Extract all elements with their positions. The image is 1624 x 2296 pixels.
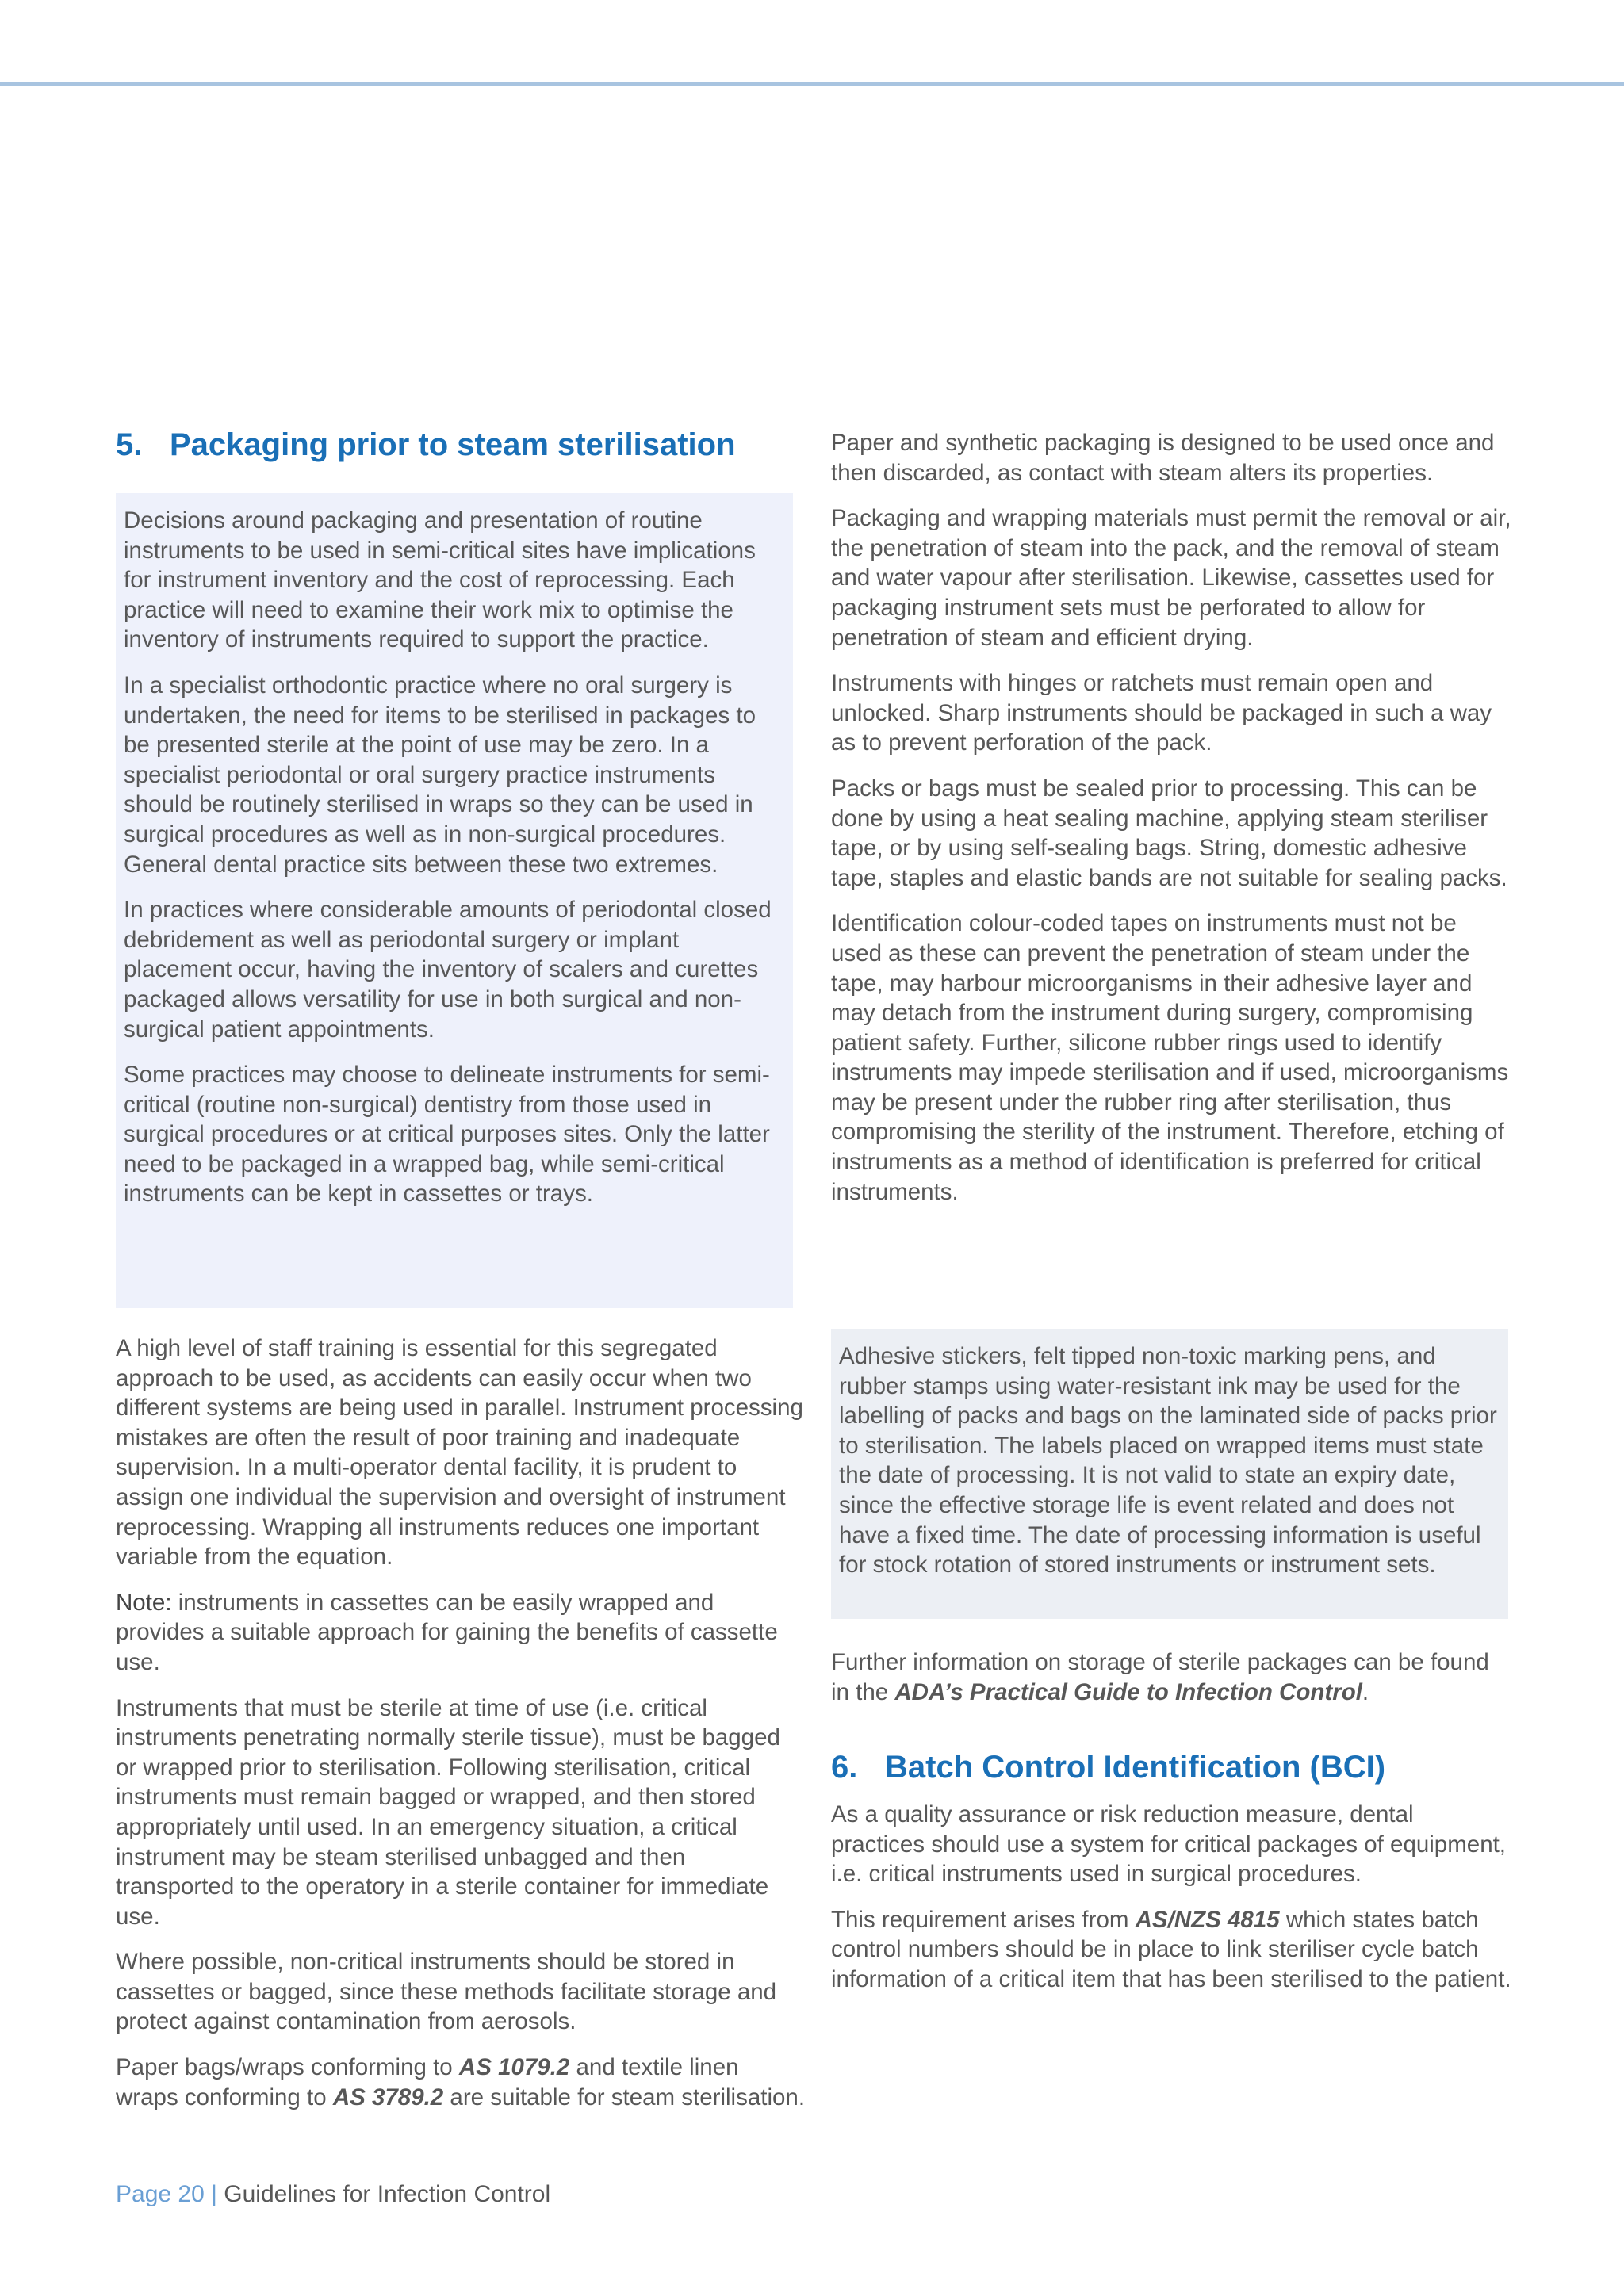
noncritical-paragraph: Where possible, non-critical instruments should be stored in cassettes or bagged, since these methods facilitate storage and protect against contamination from aerosols. xyxy=(116,1949,777,2035)
right-paragraph: Instruments with hinges or ratchets must remain open and unlocked. Sharp instruments should be packaged in such a way as to prevent perforation of the pack. xyxy=(831,670,1492,756)
bci-requirement-paragraph xyxy=(831,1905,1513,1995)
standard-ref-link: AS 1079.2 xyxy=(458,2054,570,2081)
right-paragraph: Paper and synthetic packaging is designed to be used once and then discarded, as contact with steam alters its properties. xyxy=(831,430,1495,486)
bci-text: which states batch control numbers should be in place to link steriliser cycle batch information of a critical item that has been sterilised to the patient. xyxy=(831,1906,1511,1992)
box-paragraph: Decisions around packaging and presentation of routine instruments to be used in semi-critical sites have implications for instrument inventory and the cost of reprocessing. Each practice will need to examine their work mix to optimise the inventory of instruments required to support the practice. xyxy=(124,507,756,653)
note-paragraph xyxy=(116,1588,807,1678)
section-5-number: 5. xyxy=(116,427,143,462)
labelling-highlight-box xyxy=(831,1329,1508,1619)
standards-paragraph xyxy=(116,2053,807,2112)
note-label: Note: xyxy=(116,1589,172,1616)
header-rule xyxy=(0,82,1624,86)
right-paragraph: Packaging and wrapping materials must permit the removal or air, the penetration of steam into the pack, and the removal of steam and water vapour after sterilisation. Likewise, cassettes used for packaging instrument sets must be perforated to allow for penetration of steam and efficient drying. xyxy=(831,505,1511,651)
standards-text: are suitable for steam sterilisation. xyxy=(443,2084,806,2110)
further-text: Further information on storage of sterile packages can be found in the xyxy=(831,1649,1489,1705)
page-footer xyxy=(116,2179,550,2210)
standard-ref-link: AS/NZS 4815 xyxy=(1135,1906,1280,1933)
section-6-title: Batch Control Identification (BCI) xyxy=(885,1750,1386,1785)
box-paragraph: In a specialist orthodontic practice where no oral surgery is undertaken, the need for items to be sterilised in packages to be presented sterile at the point of use may be zero. In a specialist periodontal or oral surgery practice instruments should be routinely sterilised in wraps so they can be used in surgical procedures as well as in non-surgical procedures. General dental practice sits between these two extremes. xyxy=(124,672,756,878)
labelling-paragraph: Adhesive stickers, felt tipped non-toxic marking pens, and rubber stamps using water-resistant ink may be used for the labelling of packs and bags on the laminated side of packs prior to sterilisation. The labels placed on wrapped items must state the date of processing. It is not valid to state an expiry date, since the effective storage life is event related and does not have a fixed time. The date of processing information is useful for stock rotation of stored instruments or instrument sets. xyxy=(839,1343,1497,1578)
note-text: instruments in cassettes can be easily wrapped and provides a suitable approach for gaining the benefits of cassette use. xyxy=(116,1589,778,1675)
right-column-body xyxy=(831,428,1513,1223)
guide-ref-link: ADA’s Practical Guide to Infection Control xyxy=(894,1678,1362,1705)
bci-paragraph: As a quality assurance or risk reduction measure, dental practices should use a system for critical packages of equipment, i.e. critical instruments used in surgical procedures. xyxy=(831,1801,1506,1888)
box-paragraph: Some practices may choose to delineate instruments for semi-critical (routine non-surgical) dentistry from those used in surgical procedures or at critical purposes sites. Only the latter need to be packaged in a wrapped bag, while semi-critical instruments can be kept in cassettes or trays. xyxy=(124,1062,770,1207)
section-5-heading xyxy=(116,425,736,465)
standard-ref-link: AS 3789.2 xyxy=(332,2084,444,2110)
section-5-title: Packaging prior to steam sterilisation xyxy=(170,427,736,462)
section-5-highlight-box xyxy=(116,493,793,1308)
right-paragraph: Identification colour-coded tapes on instruments must not be used as these can prevent the penetration of steam under the tape, may harbour microorganisms in their adhesive layer and may detach from the instrument during surgery, compromising patient safety. Further, silicone rubber rings used to identify instruments may impede sterilisation and if used, microorganisms may be present under the rubber ring after sterilisation, thus compromising the sterility of the instrument. Therefore, etching of instruments as a method of identification is preferred for critical instruments. xyxy=(831,910,1509,1205)
document-title: Guidelines for Infection Control xyxy=(224,2181,551,2207)
section-5-body xyxy=(116,1334,807,2128)
bci-text: This requirement arises from xyxy=(831,1906,1136,1933)
page-number: Page 20 xyxy=(116,2181,205,2207)
section-6-body xyxy=(831,1800,1513,2011)
footer-separator: | xyxy=(211,2181,217,2207)
section-6-number: 6. xyxy=(831,1750,858,1785)
standards-text: and textile linen wraps conforming to xyxy=(116,2054,739,2110)
training-paragraph: A high level of staff training is essential for this segregated approach to be used, as accidents can easily occur when two different systems are being used in parallel. Instrument processing mistakes are often the result of poor training and inadequate supervision. In a multi-operator dental facility, it is prudent to assign one individual the supervision and oversight of instrument reprocessing. Wrapping all instruments reduces one important variable from the equation. xyxy=(116,1335,803,1571)
further-info-paragraph xyxy=(831,1647,1513,1707)
right-paragraph: Packs or bags must be sealed prior to processing. This can be done by using a heat sealing machine, applying steam steriliser tape, or by using self-sealing bags. String, domestic adhesive tape, staples and elastic bands are not suitable for sealing packs. xyxy=(831,775,1507,891)
critical-paragraph: Instruments that must be sterile at time of use (i.e. critical instruments penetrating normally sterile tissue), must be bagged or wrapped prior to sterilisation. Following sterilisation, critical instruments must remain bagged or wrapped, and then stored appropriately until used. In an emergency situation, a critical instrument may be steam sterilised unbagged and then transported to the operatory in a sterile container for immediate use. xyxy=(116,1694,780,1930)
further-info-block xyxy=(831,1647,1513,1723)
box-paragraph: In practices where considerable amounts of periodontal closed debridement as well as periodontal surgery or implant placement occur, having the inventory of scalers and curettes packaged allows versatility for use in both surgical and non-surgical patient appointments. xyxy=(124,897,772,1043)
further-text: . xyxy=(1362,1678,1369,1705)
section-6-heading xyxy=(831,1747,1385,1787)
standards-text: Paper bags/wraps conforming to xyxy=(116,2054,459,2081)
